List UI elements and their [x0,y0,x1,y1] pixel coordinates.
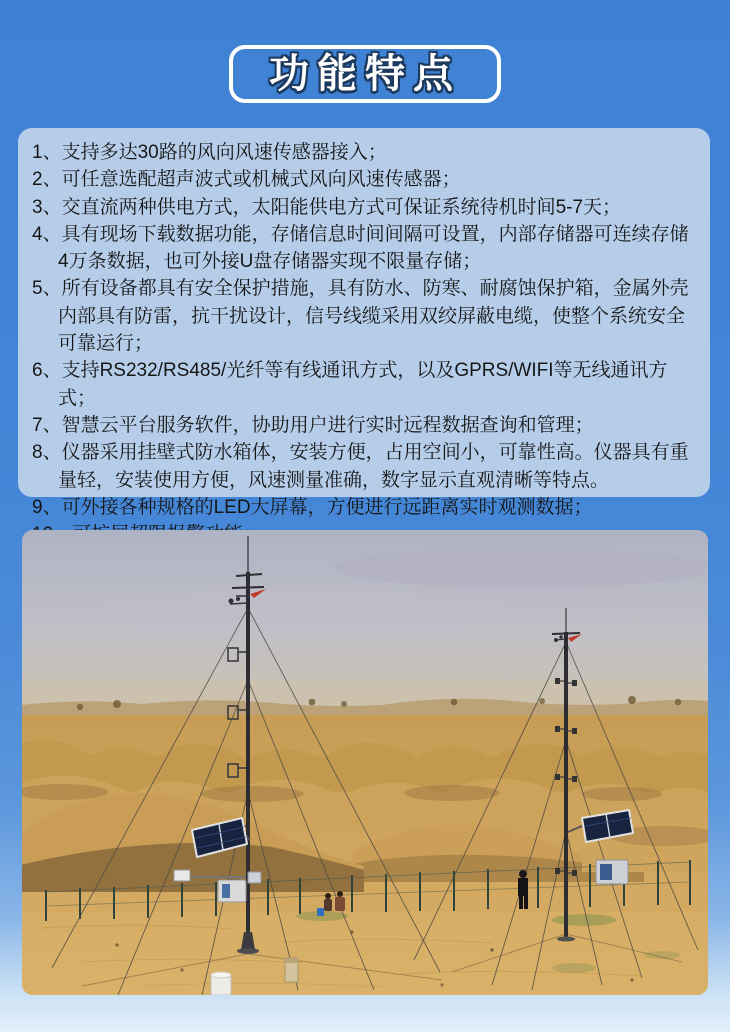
feature-number: 5、 [32,278,62,300]
feature-item-8 [32,439,696,494]
page-title-badge [229,45,501,103]
feature-text: 可任意选配超声波式或机械式风向风速传感器； [61,169,461,191]
feature-number: 8、 [32,442,62,464]
page-title: 功能特点 [269,52,461,96]
feature-number: 1、 [32,142,62,163]
tan-canister [285,958,298,982]
feature-item-1 [32,139,696,166]
features-panel [18,128,710,518]
feature-item-6 [32,357,696,412]
feature-text: 交直流两种供电方式，太阳能供电方式可保证系统待机时间5-7天； [61,196,622,218]
feature-item-4 [32,221,696,276]
feature-item-7 [32,412,696,439]
feature-number: 4、 [32,223,62,245]
feature-text: 可外接各种规格的LED大屏幕，方便进行远距离实时观测数据； [61,496,593,518]
photo-dunes [22,715,708,995]
feature-item-2 [32,166,696,193]
feature-number: 3、 [32,196,62,218]
feature-number: 2、 [32,169,62,191]
feature-item-5 [32,275,696,357]
feature-number: 9、 [32,496,62,518]
right-equipment-box [596,860,628,884]
feature-text: 仪器采用挂壁式防水箱体，安装方便，占用空间小，可靠性高。仪器具有重量轻，安装使用方便，风速测量准确，数字显示直观清晰等特点。 [58,442,689,491]
feature-item-9 [32,494,696,521]
features-list [32,139,696,548]
desert-monitoring-site-photo [22,530,708,995]
feature-text: 具有现场下载数据功能，存储信息时间间隔可设置，内部存储器可连续存储4万条数据，也可外接U盘存储器实现不限量存储； [58,223,689,273]
feature-item-3 [32,194,696,221]
feature-text: 智慧云平台服务软件，协助用户进行实时远程数据查询和管理； [61,414,594,436]
feature-number: 6、 [32,360,62,382]
feature-text: 支持多达30路的风向风速传感器接入； [61,142,387,163]
feature-number: 7、 [32,414,62,436]
standing-person [518,870,528,909]
feature-text: 支持RS232/RS485/光纤等有线通讯方式，以及GPRS/WIFI等无线通讯方式； [58,360,668,409]
white-canister [211,972,231,995]
feature-text: 所有设备都具有安全保护措施，具有防水、防寒、耐腐蚀保护箱，金属外壳内部具有防雷，抗干扰设计，信号线缆采用双绞屏蔽电缆，使整个系统安全可靠运行； [58,278,689,355]
